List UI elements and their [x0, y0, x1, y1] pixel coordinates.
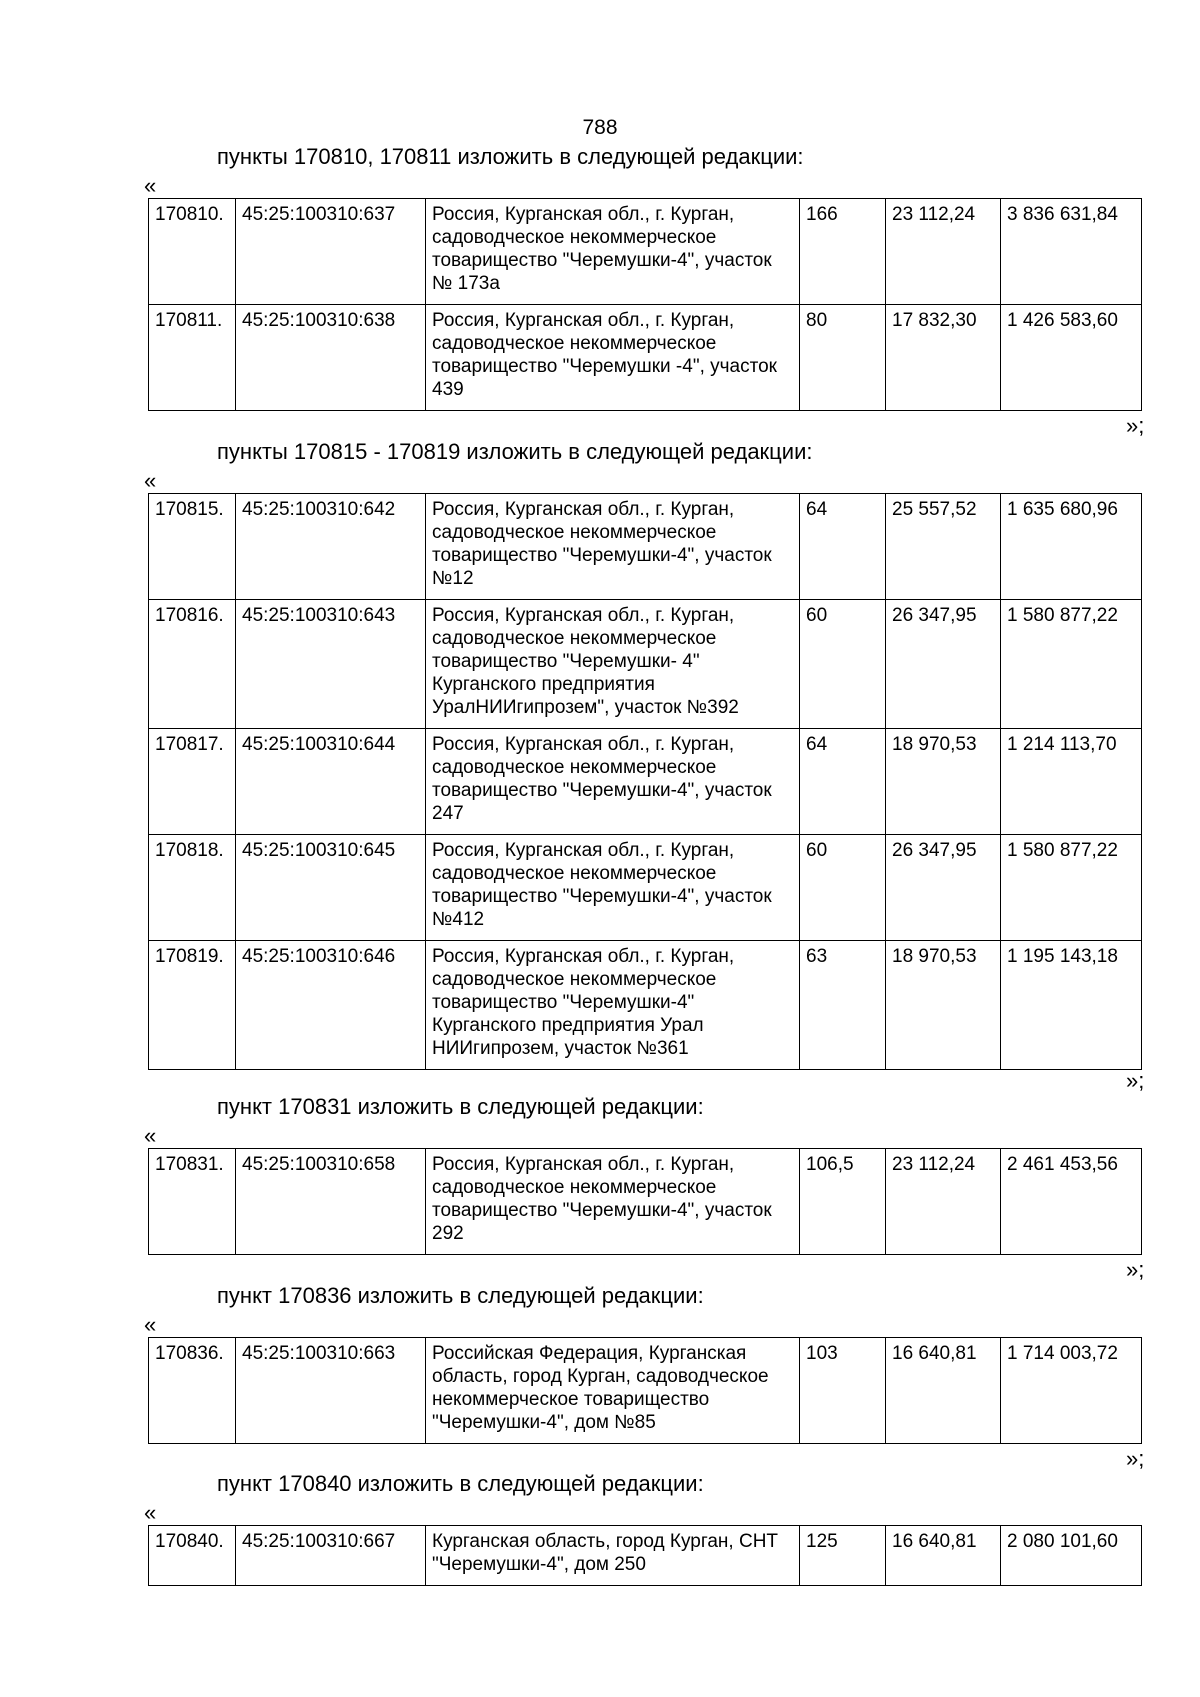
item-number: 170811.: [149, 305, 236, 411]
open-quote: «: [144, 1500, 157, 1525]
specific-value: 23 112,24: [886, 1149, 1001, 1255]
area: 60: [800, 600, 886, 729]
cadastral-number: 45:25:100310:643: [236, 600, 426, 729]
item-number: 170836.: [149, 1338, 236, 1444]
amendment-table: [148, 1525, 1142, 1586]
cadastral-value: 2 461 453,56: [1001, 1149, 1142, 1255]
table-row: [149, 1526, 1142, 1586]
section-instruction: пункт 170840 изложить в следующей редакции:: [217, 1471, 704, 1496]
address: Россия, Курганская обл., г. Курган, садоводческое некоммерческое товарищество "Черемушки-4", участок №412: [426, 835, 800, 941]
table-row: [149, 600, 1142, 729]
item-number: 170815.: [149, 494, 236, 600]
cadastral-value: 1 714 003,72: [1001, 1338, 1142, 1444]
cadastral-number: 45:25:100310:642: [236, 494, 426, 600]
item-number: 170810.: [149, 199, 236, 305]
close-quote: »;: [1126, 1446, 1145, 1471]
table-row: [149, 941, 1142, 1070]
cadastral-value: 2 080 101,60: [1001, 1526, 1142, 1586]
table-row: [149, 1338, 1142, 1444]
specific-value: 16 640,81: [886, 1526, 1001, 1586]
section-instruction: пункт 170836 изложить в следующей редакции:: [217, 1283, 704, 1308]
specific-value: 16 640,81: [886, 1338, 1001, 1444]
amendment-table: [148, 198, 1142, 411]
close-quote: »;: [1126, 1068, 1145, 1093]
address: Курганская область, город Курган, СНТ "Черемушки-4", дом 250: [426, 1526, 800, 1586]
item-number: 170840.: [149, 1526, 236, 1586]
section-instruction: пункты 170810, 170811 изложить в следующей редакции:: [217, 144, 804, 169]
specific-value: 17 832,30: [886, 305, 1001, 411]
cadastral-value: 3 836 631,84: [1001, 199, 1142, 305]
open-quote: «: [144, 468, 157, 493]
amendment-table: [148, 493, 1142, 1070]
address: Россия, Курганская обл., г. Курган, садоводческое некоммерческое товарищество "Черемушки- 4" Курганского предприятия УралНИИгипрозем", участок №392: [426, 600, 800, 729]
section-instruction: пункт 170831 изложить в следующей редакции:: [217, 1094, 704, 1119]
cadastral-number: 45:25:100310:638: [236, 305, 426, 411]
cadastral-number: 45:25:100310:663: [236, 1338, 426, 1444]
cadastral-value: 1 214 113,70: [1001, 729, 1142, 835]
area: 106,5: [800, 1149, 886, 1255]
area: 125: [800, 1526, 886, 1586]
open-quote: «: [144, 173, 157, 198]
specific-value: 23 112,24: [886, 199, 1001, 305]
specific-value: 18 970,53: [886, 941, 1001, 1070]
cadastral-number: 45:25:100310:645: [236, 835, 426, 941]
page-number: 788: [582, 116, 618, 139]
cadastral-number: 45:25:100310:646: [236, 941, 426, 1070]
address: Россия, Курганская обл., г. Курган, садоводческое некоммерческое товарищество "Черемушки-4" Курганского предприятия Урал НИИгипрозем, участок №361: [426, 941, 800, 1070]
item-number: 170816.: [149, 600, 236, 729]
item-number: 170819.: [149, 941, 236, 1070]
specific-value: 25 557,52: [886, 494, 1001, 600]
area: 63: [800, 941, 886, 1070]
cadastral-number: 45:25:100310:637: [236, 199, 426, 305]
table-row: [149, 305, 1142, 411]
table-row: [149, 835, 1142, 941]
specific-value: 18 970,53: [886, 729, 1001, 835]
section-instruction: пункты 170815 - 170819 изложить в следующей редакции:: [217, 439, 813, 464]
address: Российская Федерация, Курганская область, город Курган, садоводческое некоммерческое товарищество "Черемушки-4", дом №85: [426, 1338, 800, 1444]
area: 64: [800, 729, 886, 835]
area: 64: [800, 494, 886, 600]
area: 103: [800, 1338, 886, 1444]
table-row: [149, 1149, 1142, 1255]
table-row: [149, 494, 1142, 600]
cadastral-value: 1 635 680,96: [1001, 494, 1142, 600]
cadastral-number: 45:25:100310:658: [236, 1149, 426, 1255]
amendment-table: [148, 1148, 1142, 1255]
address: Россия, Курганская обл., г. Курган, садоводческое некоммерческое товарищество "Черемушки -4", участок 439: [426, 305, 800, 411]
table-row: [149, 729, 1142, 835]
cadastral-value: 1 580 877,22: [1001, 835, 1142, 941]
cadastral-value: 1 426 583,60: [1001, 305, 1142, 411]
close-quote: »;: [1126, 1257, 1145, 1282]
close-quote: »;: [1126, 413, 1145, 438]
cadastral-value: 1 195 143,18: [1001, 941, 1142, 1070]
open-quote: «: [144, 1312, 157, 1337]
area: 60: [800, 835, 886, 941]
area: 80: [800, 305, 886, 411]
address: Россия, Курганская обл., г. Курган, садоводческое некоммерческое товарищество "Черемушки-4", участок № 173а: [426, 199, 800, 305]
amendment-table: [148, 1337, 1142, 1444]
table-row: [149, 199, 1142, 305]
item-number: 170818.: [149, 835, 236, 941]
cadastral-number: 45:25:100310:644: [236, 729, 426, 835]
address: Россия, Курганская обл., г. Курган, садоводческое некоммерческое товарищество "Черемушки-4", участок №12: [426, 494, 800, 600]
address: Россия, Курганская обл., г. Курган, садоводческое некоммерческое товарищество "Черемушки-4", участок 247: [426, 729, 800, 835]
item-number: 170817.: [149, 729, 236, 835]
item-number: 170831.: [149, 1149, 236, 1255]
cadastral-value: 1 580 877,22: [1001, 600, 1142, 729]
specific-value: 26 347,95: [886, 600, 1001, 729]
open-quote: «: [144, 1123, 157, 1148]
area: 166: [800, 199, 886, 305]
specific-value: 26 347,95: [886, 835, 1001, 941]
cadastral-number: 45:25:100310:667: [236, 1526, 426, 1586]
address: Россия, Курганская обл., г. Курган, садоводческое некоммерческое товарищество "Черемушки-4", участок 292: [426, 1149, 800, 1255]
